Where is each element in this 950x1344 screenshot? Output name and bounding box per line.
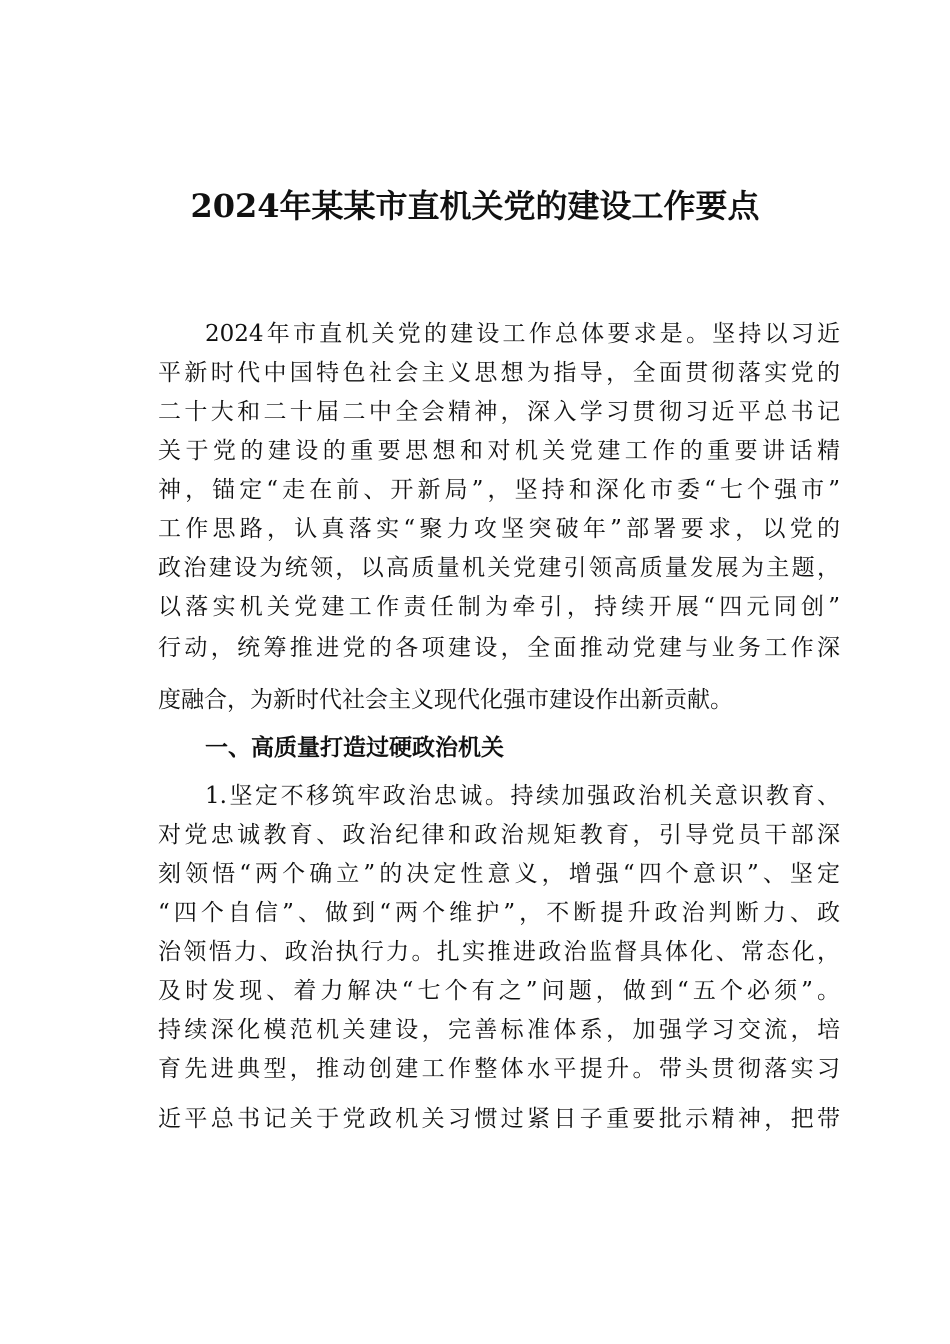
section1-line-4: “四个自信”、做到“两个维护”，不断提升政治判断力、政	[158, 900, 840, 926]
section1-line-6: 及时发现、着力解决“七个有之”问题，做到“五个必须”。	[158, 978, 840, 1004]
intro-line-6: 工作思路，认真落实“聚力攻坚突破年”部署要求，以党的	[158, 516, 840, 542]
section-heading-1: 一、高质量打造过硬政治机关	[205, 735, 504, 761]
section1-line-8: 育先进典型，推动创建工作整体水平提升。带头贯彻落实习	[158, 1056, 840, 1082]
intro-line-5: 神，锚定“走在前、开新局”，坚持和深化市委“七个强市”	[158, 477, 840, 503]
section1-line-5: 治领悟力、政治执行力。扎实推进政治监督具体化、常态化，	[158, 939, 840, 965]
intro-line-9: 行动，统筹推进党的各项建设，全面推动党建与业务工作深	[158, 635, 840, 661]
intro-line-8: 以落实机关党建工作责任制为牵引，持续开展“四元同创”	[158, 594, 840, 620]
intro-line-3: 二十大和二十届二中全会精神，深入学习贯彻习近平总书记	[158, 399, 840, 425]
section1-line-3: 刻领悟“两个确立”的决定性意义，增强“四个意识”、坚定	[158, 861, 840, 887]
intro-line-4: 关于党的建设的重要思想和对机关党建工作的重要讲话精	[158, 438, 840, 464]
intro-line-2: 平新时代中国特色社会主义思想为指导，全面贯彻落实党的	[158, 360, 840, 386]
section1-line-7: 持续深化模范机关建设，完善标准体系，加强学习交流，培	[158, 1017, 840, 1043]
intro-line-1: 2024年市直机关党的建设工作总体要求是。坚持以习近	[205, 321, 840, 347]
section1-line-9: 近平总书记关于党政机关习惯过紧日子重要批示精神，把带	[158, 1106, 840, 1132]
intro-line-7: 政治建设为统领，以高质量机关党建引领高质量发展为主题，	[158, 555, 840, 581]
section1-line-2: 对党忠诚教育、政治纪律和政治规矩教育，引导党员干部深	[158, 822, 840, 848]
document-title: 2024年某某市直机关党的建设工作要点	[190, 187, 760, 225]
section1-line-1: 1.坚定不移筑牢政治忠诚。持续加强政治机关意识教育、	[205, 783, 840, 809]
intro-line-10: 度融合，为新时代社会主义现代化强市建设作出新贡献。	[158, 687, 733, 713]
